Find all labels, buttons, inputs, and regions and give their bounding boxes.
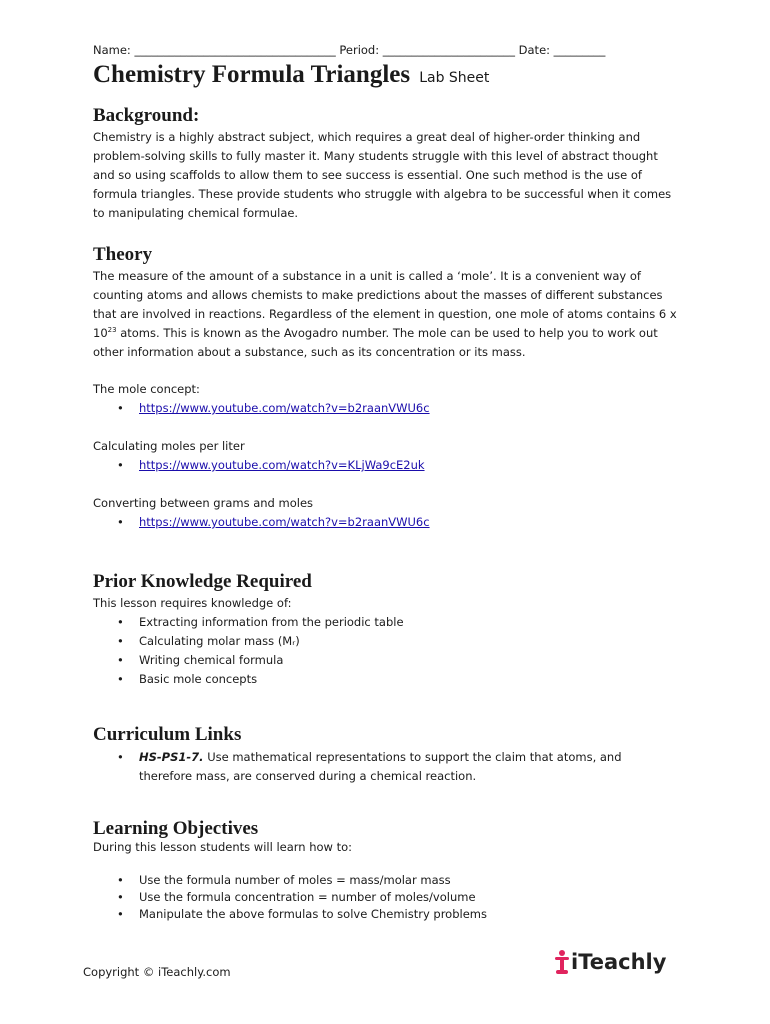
copyright-text: Copyright © iTeachly.com (83, 965, 231, 979)
resource-label: The mole concept: (93, 382, 200, 396)
list-item: • Use the formula number of moles = mass/molar mass (93, 872, 678, 889)
list-item: • Use the formula concentration = number of moles/volume (93, 889, 678, 906)
standard-text: Use mathematical representations to support the claim that atoms, and therefore mass, are conserved during a chemical reaction. (139, 750, 622, 783)
background-heading: Background: (93, 105, 200, 126)
resource-block-2 (93, 437, 678, 475)
prior-knowledge-intro: This lesson requires knowledge of: (93, 596, 292, 610)
prior-knowledge-heading: Prior Knowledge Required (93, 571, 312, 592)
list-item: • Manipulate the above formulas to solve Chemistry problems (93, 906, 678, 923)
curriculum-heading: Curriculum Links (93, 724, 242, 745)
iteachly-logo (555, 948, 685, 980)
theory-superscript: 23 (107, 326, 117, 335)
name-period-date-line: Name: ___________________________________ Period: _______________________ Date: _________ (93, 43, 606, 57)
standard-code: HS-PS1-7. (139, 750, 204, 764)
title-main: Chemistry Formula Triangles (93, 61, 411, 88)
objectives-list (93, 872, 678, 923)
theory-text-2: atoms. This is known as the Avogadro number. The mole can be used to help you to work out other information about a substance, such as its concentration or its mass. (93, 326, 658, 359)
video-link[interactable]: https://www.youtube.com/watch?v=b2raanVWU6c (139, 515, 430, 529)
background-body: Chemistry is a highly abstract subject, which requires a great deal of higher-order thinking and problem-solving skills to fully master it. Many students struggle with this level of abstract thought and so using scaffolds to allow them to see success is essential. One such method is the use of formula triangles. These provide students who struggle with algebra to be successful when it comes to manipulating chemical formulae. (93, 130, 672, 220)
list-item: • Basic mole concepts (93, 670, 678, 689)
curriculum-list (93, 748, 678, 786)
curriculum-block (93, 748, 678, 786)
resource-label: Calculating moles per liter (93, 439, 245, 453)
prior-knowledge-block (93, 594, 678, 689)
page-title (93, 61, 489, 89)
list-item (93, 456, 678, 475)
resource-block-1 (93, 380, 678, 418)
resource-block-3 (93, 494, 678, 532)
list-item (93, 513, 678, 532)
resource-label: Converting between grams and moles (93, 496, 314, 510)
theory-heading: Theory (93, 244, 153, 265)
logo-text: iTeachly (571, 950, 667, 974)
title-sub: Lab Sheet (419, 70, 490, 86)
list-item: • Calculating molar mass (Mᵣ) (93, 632, 678, 651)
resource-list (93, 399, 678, 418)
video-link[interactable]: https://www.youtube.com/watch?v=b2raanVWU6c (139, 401, 430, 415)
list-item: • Extracting information from the periodic table (93, 613, 678, 632)
theory-text-1: The measure of the amount of a substance in a unit is called a ‘mole’. It is a convenient way of counting atoms and allows chemists to make predictions about the masses of different substances that are involved in reactions. Regardless of the element in question, one mole of atoms contains 6 x 10 (93, 269, 677, 340)
objectives-block (93, 872, 678, 923)
resource-list (93, 456, 678, 475)
prior-knowledge-list (93, 613, 678, 689)
theory-body (93, 267, 678, 362)
objectives-heading: Learning Objectives (93, 818, 259, 839)
objectives-intro: During this lesson students will learn how to: (93, 840, 353, 854)
video-link[interactable]: https://www.youtube.com/watch?v=KLjWa9cE2uk (139, 458, 425, 472)
list-item (93, 748, 678, 786)
resource-list (93, 513, 678, 532)
list-item (93, 399, 678, 418)
list-item: • Writing chemical formula (93, 651, 678, 670)
